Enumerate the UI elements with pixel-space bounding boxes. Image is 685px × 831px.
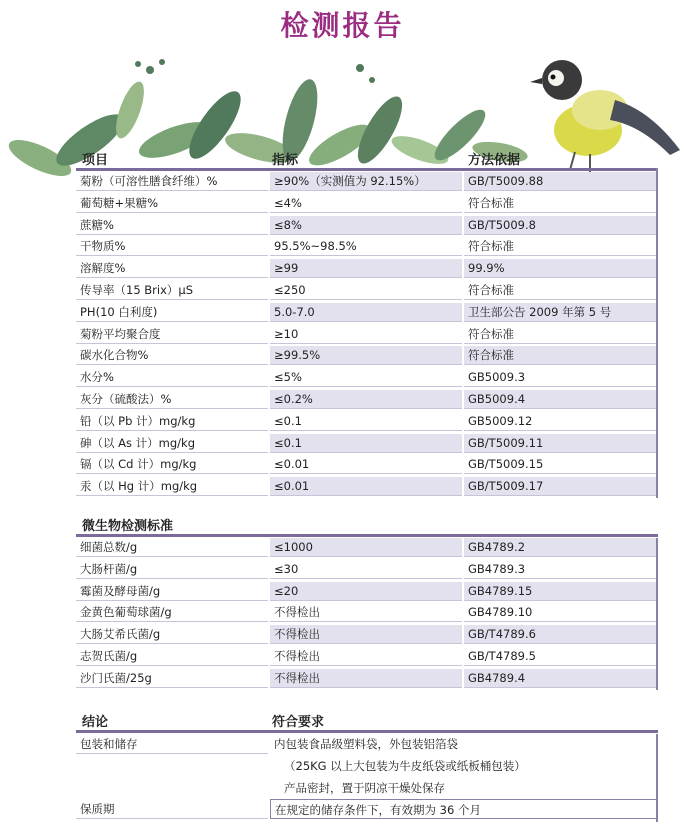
spec-value: ≤0.1 <box>270 434 462 453</box>
item-name: PH(10 白利度) <box>76 303 268 322</box>
shelf-life-value: 在规定的储存条件下，有效期为 36 个月 <box>270 799 658 819</box>
micro-title: 微生物检测标准 <box>82 519 174 534</box>
table-row <box>76 302 658 324</box>
item-name: 志贺氏菌/g <box>76 647 268 666</box>
method-value: GB/T5009.15 <box>464 455 658 474</box>
table-row <box>76 345 658 367</box>
packaging-row-2 <box>76 755 658 777</box>
item-name: 金黄色葡萄球菌/g <box>76 603 268 622</box>
table-row <box>76 324 658 346</box>
method-value: 符合标准 <box>464 194 658 213</box>
shelf-life-label: 保质期 <box>76 799 268 819</box>
packaging-line: （25KG 以上大包装为牛皮纸袋或纸板桶包装） <box>270 756 658 776</box>
spec-value: ≥99.5% <box>270 346 462 365</box>
item-name: 菊粉平均聚合度 <box>76 325 268 344</box>
packaging-line: 产品密封，置于阴凉干燥处保存 <box>270 778 658 798</box>
method-value: GB4789.10 <box>464 603 658 622</box>
spec-value: 95.5%~98.5% <box>270 237 462 256</box>
spec-value: 不得检出 <box>270 625 462 644</box>
report-title: 检测报告 <box>280 9 405 42</box>
method-value: GB/T5009.8 <box>464 216 658 235</box>
packaging-row-3 <box>76 777 658 799</box>
item-name: 汞（以 Hg 计）mg/kg <box>76 477 268 496</box>
table-row <box>76 389 658 411</box>
conclusion-header <box>76 708 658 733</box>
method-value: 符合标准 <box>464 346 658 365</box>
spec-value: 不得检出 <box>270 647 462 666</box>
item-name: 干物质% <box>76 237 268 256</box>
empty-cell <box>76 756 268 776</box>
table-row <box>76 280 658 302</box>
conclusion-label: 结论 <box>82 715 109 730</box>
table-row <box>76 602 658 624</box>
item-name: 碳水化合物% <box>76 346 268 365</box>
spec-value: ≤0.01 <box>270 455 462 474</box>
method-value: GB4789.15 <box>464 582 658 601</box>
spec-value: 不得检出 <box>270 603 462 622</box>
table-row <box>76 668 658 690</box>
item-name: 沙门氏菌/25g <box>76 669 268 688</box>
spec-value: ≤1000 <box>270 538 462 557</box>
item-name: 水分% <box>76 368 268 387</box>
table-row <box>76 411 658 433</box>
item-name: 砷（以 As 计）mg/kg <box>76 434 268 453</box>
table-row <box>76 171 658 193</box>
packaging-label: 包装和储存 <box>76 734 268 754</box>
method-value: GB4789.4 <box>464 669 658 688</box>
method-value: GB5009.12 <box>464 412 658 431</box>
item-name: 菊粉（可溶性膳食纤维）% <box>76 172 268 191</box>
table-row <box>76 646 658 668</box>
spec-value: ≤250 <box>270 281 462 300</box>
item-name: 灰分（硫酸法）% <box>76 390 268 409</box>
header-spec: 指标 <box>272 153 299 168</box>
method-value: GB/T5009.11 <box>464 434 658 453</box>
table-row <box>76 258 658 280</box>
micro-rows <box>76 537 658 690</box>
item-name: 大肠杆菌/g <box>76 560 268 579</box>
item-name: 霉菌及酵母菌/g <box>76 582 268 601</box>
conclusion-value: 符合要求 <box>272 715 325 730</box>
spec-value: ≤0.1 <box>270 412 462 431</box>
header-item: 项目 <box>82 153 109 168</box>
spec-value: ≤4% <box>270 194 462 213</box>
method-value: GB5009.4 <box>464 390 658 409</box>
table-right-border <box>656 168 658 498</box>
table-row <box>76 476 658 498</box>
micro-header <box>76 512 658 537</box>
spec-value: ≤0.01 <box>270 477 462 496</box>
table-row <box>76 559 658 581</box>
spec-value: ≥90%（实测值为 92.15%） <box>270 172 462 191</box>
physchem-header <box>76 146 658 171</box>
physchem-table <box>76 146 658 498</box>
item-name: 溶解度% <box>76 259 268 278</box>
method-value: GB/T5009.17 <box>464 477 658 496</box>
conclusion-right-border <box>656 734 658 822</box>
spec-value: ≥99 <box>270 259 462 278</box>
packaging-row-1 <box>76 733 658 755</box>
physchem-rows <box>76 171 658 498</box>
empty-cell <box>76 778 268 798</box>
item-name: 大肠艾希氏菌/g <box>76 625 268 644</box>
item-name: 细菌总数/g <box>76 538 268 557</box>
spec-value: ≥10 <box>270 325 462 344</box>
table-row <box>76 433 658 455</box>
table-row <box>76 537 658 559</box>
header-method: 方法依据 <box>468 153 521 168</box>
spec-value: 5.0-7.0 <box>270 303 462 322</box>
table-row <box>76 624 658 646</box>
spec-value: ≤20 <box>270 582 462 601</box>
item-name: 蔗糖% <box>76 216 268 235</box>
method-value: 卫生部公告 2009 年第 5 号 <box>464 303 658 322</box>
method-value: GB/T4789.6 <box>464 625 658 644</box>
method-value: 符合标准 <box>464 281 658 300</box>
method-value: GB/T5009.88 <box>464 172 658 191</box>
item-name: 镉（以 Cd 计）mg/kg <box>76 455 268 474</box>
micro-table <box>76 512 658 690</box>
table-row <box>76 367 658 389</box>
table-row <box>76 581 658 603</box>
table-row <box>76 215 658 237</box>
conclusion-section <box>76 708 658 820</box>
method-value: 99.9% <box>464 259 658 278</box>
method-value: 符合标准 <box>464 237 658 256</box>
spec-value: ≤30 <box>270 560 462 579</box>
item-name: 铅（以 Pb 计）mg/kg <box>76 412 268 431</box>
spec-value: ≤0.2% <box>270 390 462 409</box>
shelf-life-row <box>76 798 658 820</box>
table-row <box>76 236 658 258</box>
packaging-line: 内包装食品级塑料袋，外包装铝箔袋 <box>270 734 658 754</box>
method-value: GB4789.2 <box>464 538 658 557</box>
micro-right-border <box>656 538 658 690</box>
spec-value: 不得检出 <box>270 669 462 688</box>
spec-value: ≤5% <box>270 368 462 387</box>
table-row <box>76 454 658 476</box>
item-name: 传导率（15 Brix）μS <box>76 281 268 300</box>
item-name: 葡萄糖+果糖% <box>76 194 268 213</box>
spec-value: ≤8% <box>270 216 462 235</box>
method-value: GB/T4789.5 <box>464 647 658 666</box>
method-value: GB4789.3 <box>464 560 658 579</box>
method-value: GB5009.3 <box>464 368 658 387</box>
table-row <box>76 193 658 215</box>
method-value: 符合标准 <box>464 325 658 344</box>
